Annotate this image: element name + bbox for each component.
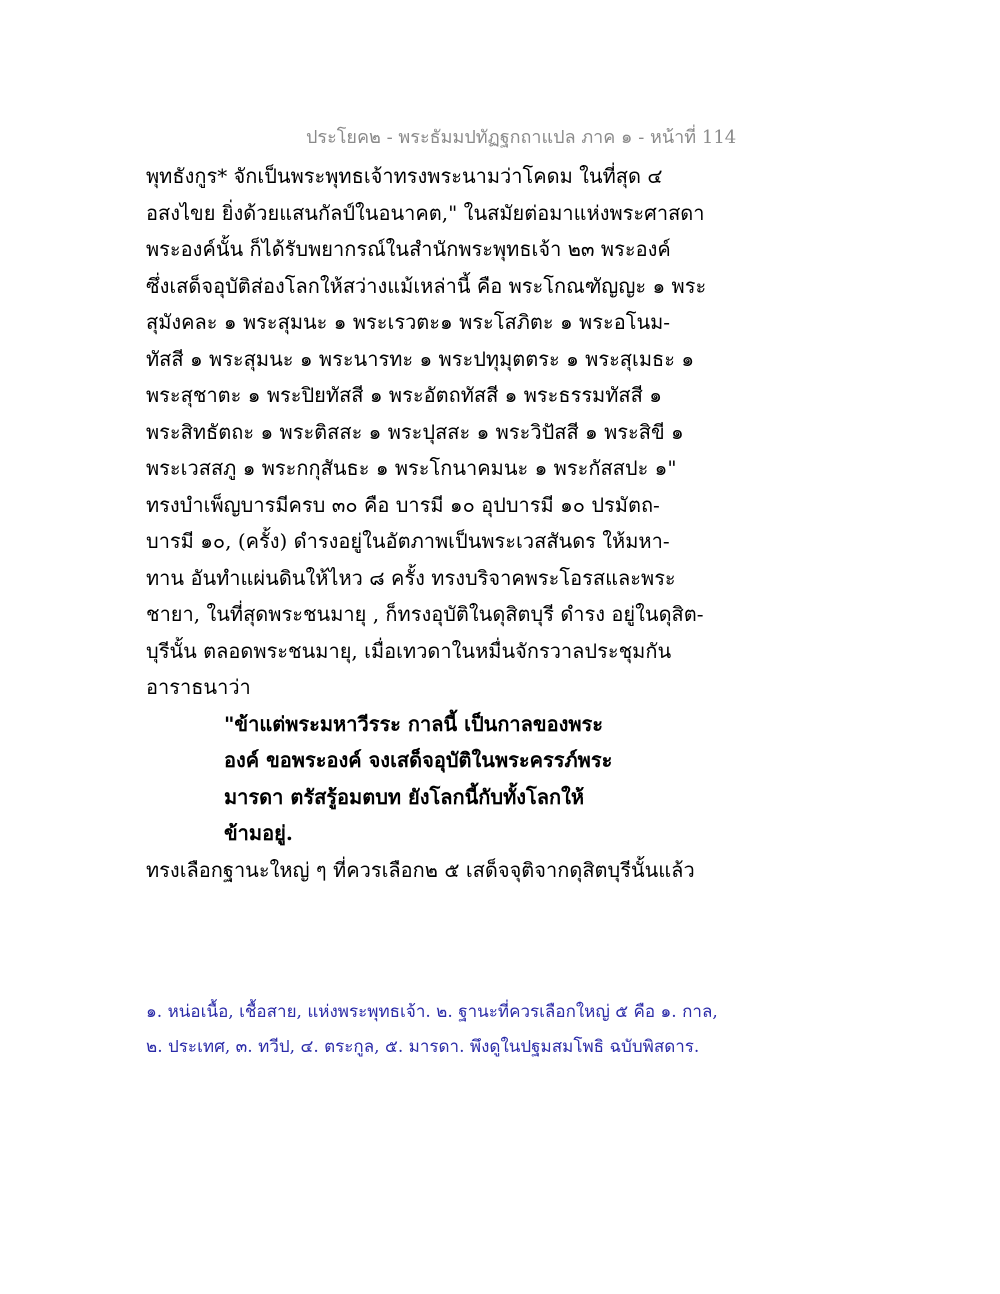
body-line: ทรงบำเพ็ญบารมีครบ ๓๐ คือ บารมี ๑๐ อุปบารมี ๑๐ ปรมัตถ-: [146, 492, 660, 517]
footnotes: [146, 995, 746, 1065]
body-line: อสงไขย ยิ่งด้วยแสนกัลป์ในอนาคต," ในสมัยต่อมาแห่งพระศาสดา: [146, 200, 705, 225]
body-line: พระเวสสภู ๑ พระกกุสันธะ ๑ พระโกนาคมนะ ๑ พระกัสสปะ ๑": [146, 456, 677, 480]
quote-line: องค์ ขอพระองค์ จงเสด็จอุบัติในพระครรภ์พระ: [224, 748, 613, 772]
quote-line: มารดา ตรัสรู้อมตบท ยังโลกนี้กับทั้งโลกให้: [224, 784, 585, 809]
body-line: ซึ่งเสด็จอุบัติส่องโลกให้สว่างแม้เหล่านี้ คือ พระโกณฑัญญะ ๑ พระ: [146, 273, 707, 298]
body-line: บุรีนั้น ตลอดพระชนมายุ, เมื่อเทวดาในหมื่นจักรวาลประชุมกัน: [146, 638, 672, 663]
body-line: สุมังคละ ๑ พระสุมนะ ๑ พระเรวตะ๑ พระโสภิตะ ๑ พระอโนม-: [146, 310, 671, 334]
page-header: ประโยค๒ - พระธัมมปทัฏฐกถาแปล ภาค ๑ - หน้าที่ 114: [306, 127, 737, 148]
body-line: ทัสสี ๑ พระสุมนะ ๑ พระนารทะ ๑ พระปทุมุตตระ ๑ พระสุเมธะ ๑: [146, 346, 695, 371]
footnote-line: ๒. ประเทศ, ๓. ทวีป, ๔. ตระกูล, ๕. มารดา. พึงดูในปฐมสมโพธิ ฉบับพิสดาร.: [146, 1037, 700, 1057]
body-line: พระสุชาตะ ๑ พระปิยทัสสี ๑ พระอัตถทัสสี ๑ พระธรรมทัสสี ๑: [146, 383, 662, 407]
body-line: ชายา, ในที่สุดพระชนมายุ , ก็ทรงอุบัติในดุสิตบุรี ดำรง อยู่ในดุสิต-: [146, 602, 704, 626]
body-line: พระองค์นั้น ก็ได้รับพยากรณ์ในสำนักพระพุทธเจ้า ๒๓ พระองค์: [146, 237, 671, 261]
body-line: บารมี ๑๐, (ครั้ง) ดำรงอยู่ในอัตภาพเป็นพระเวสสันดร ให้มหา-: [146, 529, 670, 553]
footnote-line: ๑. หน่อเนื้อ, เชื้อสาย, แห่งพระพุทธเจ้า. ๒. ฐานะที่ควรเลือกใหญ่ ๕ คือ ๑. กาล,: [146, 1002, 718, 1022]
quote-line: "ข้าแต่พระมหาวีรระ กาลนี้ เป็นกาลของพระ: [224, 711, 604, 736]
body-line: พระสิทธัตถะ ๑ พระติสสะ ๑ พระปุสสะ ๑ พระวิปัสสี ๑ พระสิขี ๑: [146, 419, 684, 444]
body-text: [146, 158, 726, 888]
body-line: ทรงเลือกฐานะใหญ่ ๆ ที่ควรเลือก๒ ๕ เสด็จจุติจากดุสิตบุรีนั้นแล้ว: [146, 857, 695, 882]
quote-line: ข้ามอยู่.: [224, 821, 293, 845]
body-line: ทาน อันทำแผ่นดินให้ไหว ๘ ครั้ง ทรงบริจาคพระโอรสและพระ: [146, 565, 676, 590]
body-line: พุทธังกูร* จักเป็นพระพุทธเจ้าทรงพระนามว่าโคดม ในที่สุด ๔: [146, 164, 663, 188]
body-line: อาราธนาว่า: [146, 675, 251, 699]
